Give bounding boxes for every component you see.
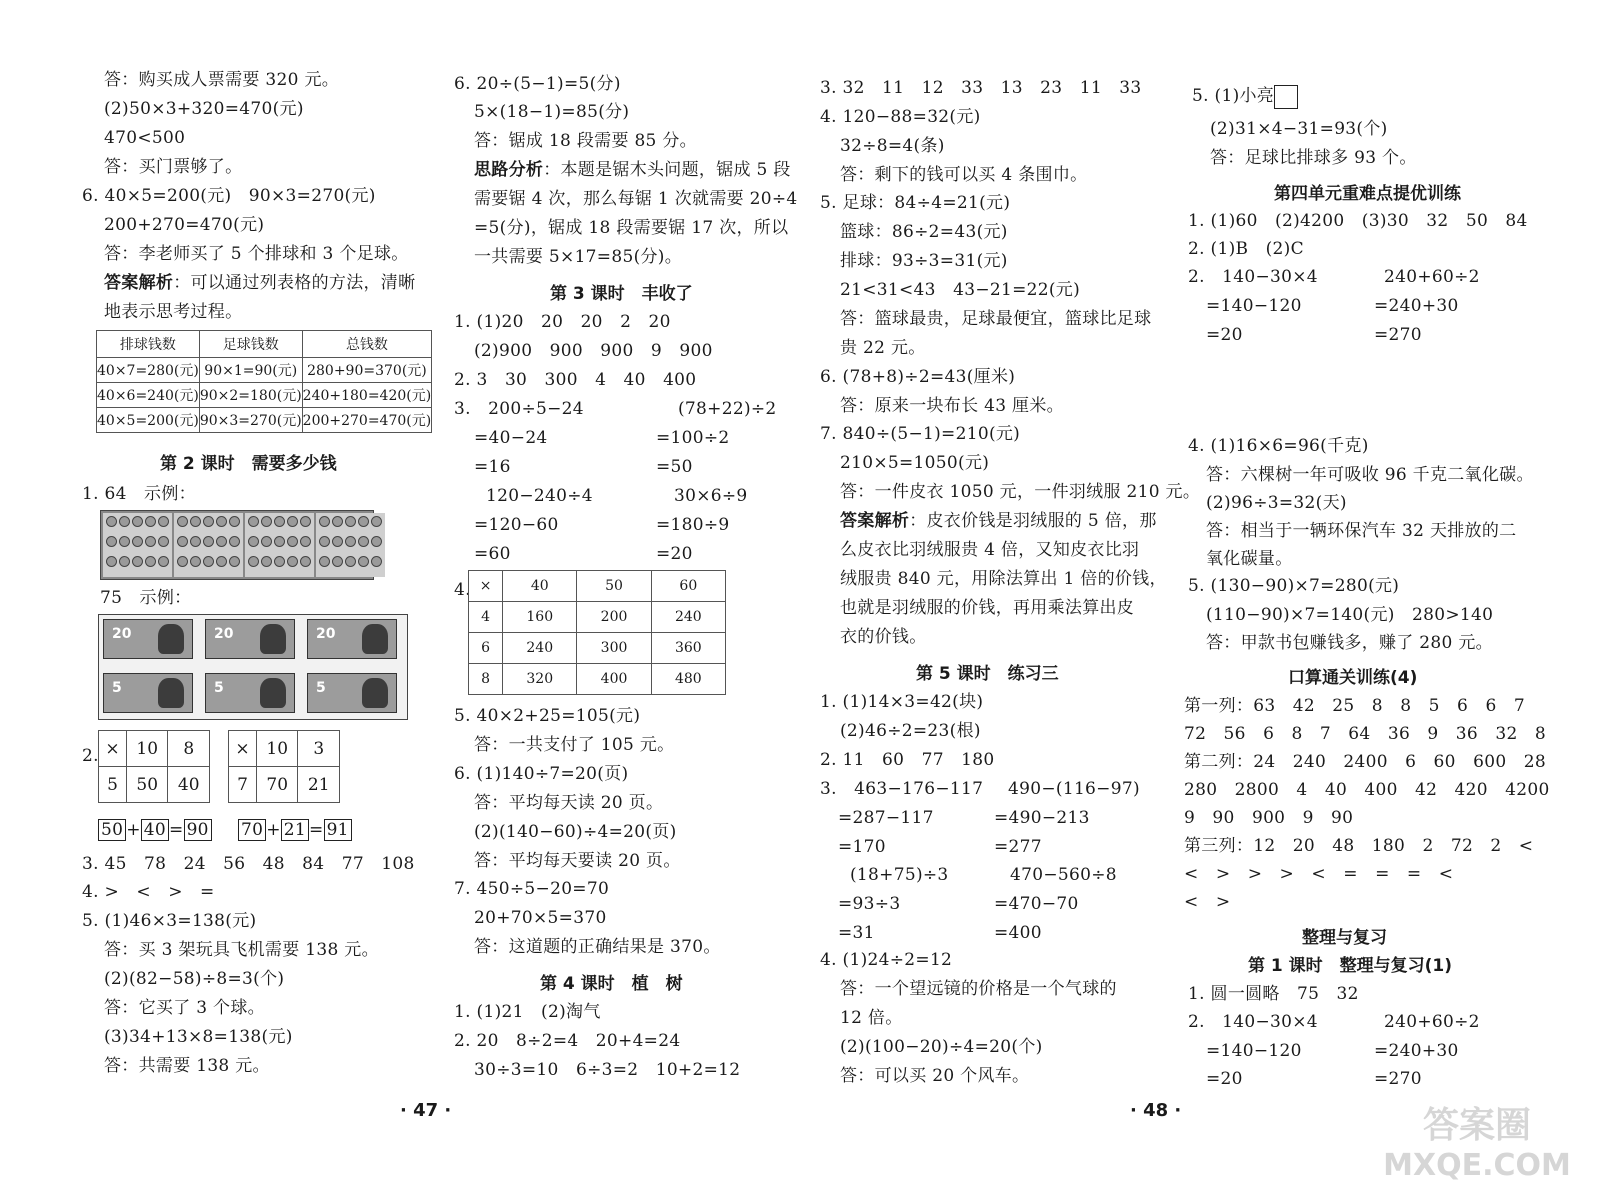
table-header: 总钱数 (302, 331, 432, 358)
text-line: (2)900 900 900 9 900 (474, 341, 713, 361)
text-line: 答：一共支付了 105 元。 (474, 735, 675, 755)
text-line: 答：篮球最贵，足球最便宜，篮球比足球 (840, 309, 1152, 329)
analysis-text: ：皮衣价钱是羽绒服的 5 倍，那 (909, 511, 1157, 531)
q1-line: 75 示例： (100, 588, 192, 608)
text-line: 答：它买了 3 个球。 (104, 998, 265, 1018)
grid-cell: 21 (298, 767, 340, 803)
banknote: 20 (307, 619, 397, 659)
calc-line: (78+22)÷2 (678, 399, 777, 419)
lesson-2-title: 第 2 课时 需要多少钱 (160, 454, 337, 474)
coin (300, 516, 311, 527)
text-line: 答：足球比排球多 93 个。 (1210, 148, 1417, 168)
oral-line: 9 90 900 9 90 (1184, 808, 1354, 828)
calc-line: =240+30 (1374, 296, 1459, 316)
analysis-text: ：本题是锯木头问题，锯成 5 段 (543, 160, 791, 180)
banknote: 5 (103, 673, 193, 713)
grid-cell: 50 (577, 571, 651, 602)
q4-label: 4. (454, 580, 471, 600)
mult-grid-1 (98, 730, 210, 803)
text-line: 4. > < > = (82, 882, 215, 902)
calc-line: 470−560÷8 (1010, 865, 1117, 885)
text-line: 30÷3=10 6÷3=2 10+2=12 (474, 1060, 741, 1080)
text-line: 氧化碳量。 (1206, 549, 1293, 569)
calc-line: =120−60 (474, 515, 559, 535)
coin-group (103, 513, 172, 577)
text-line: (2)31×4−31=93(个) (1210, 119, 1388, 139)
table-cell: 40×7=280(元) (97, 358, 200, 383)
oral-line: 第一列：63 42 25 8 8 5 6 6 7 (1184, 696, 1525, 716)
lesson-4-title: 第 4 课时 植 树 (540, 974, 683, 994)
grid-cell: × (469, 571, 503, 602)
text-line: 210×5=1050(元) (840, 453, 990, 473)
boxed-equation-1: 50 + 40 = 90 (98, 818, 212, 842)
coin (158, 536, 169, 547)
grid-cell: 7 (229, 767, 257, 803)
grid-cell: 8 (168, 731, 210, 767)
calc-line: 2. 140−30×4 (1188, 1012, 1318, 1032)
grid-cell: × (99, 731, 127, 767)
text-line: 7. 450÷5−20=70 (454, 879, 610, 899)
grid-cell: 60 (651, 571, 725, 602)
oral-line: 280 2800 4 40 400 42 420 4200 (1184, 780, 1550, 800)
calc-line: =16 (474, 457, 511, 477)
table-cell: 240+180=420(元) (302, 383, 432, 408)
text-line: 200+270=470(元) (104, 215, 265, 235)
text-line: 1. 圆一圆略 75 32 (1188, 984, 1359, 1004)
text-line: 答：平均每天读 20 页。 (474, 793, 664, 813)
text-line: 答：原来一块布长 43 厘米。 (840, 396, 1064, 416)
coins-image (100, 510, 374, 580)
q2-label: 2. (82, 746, 99, 766)
coin (274, 556, 285, 567)
mult-grid-2 (228, 730, 340, 803)
text-line: 需要锯 4 次，那么每锯 1 次就需要 20÷4 (474, 189, 798, 209)
coin (177, 556, 188, 567)
text-line: 4. (1)16×6=96(千克) (1188, 436, 1369, 456)
calc-line: 240+60÷2 (1384, 267, 1480, 287)
coin (332, 516, 343, 527)
grid-cell: 10 (256, 731, 298, 767)
grid-cell: 160 (503, 602, 577, 633)
analysis-label: 思路分析 (474, 160, 544, 180)
calc-line: =100÷2 (656, 428, 730, 448)
text-line: 6. (78+8)÷2=43(厘米) (820, 367, 1016, 387)
text-line: 12 倍。 (840, 1008, 903, 1028)
coin (190, 516, 201, 527)
grid-cell: 240 (651, 602, 725, 633)
coin (332, 556, 343, 567)
text-line: 答：六棵树一年可吸收 96 千克二氧化碳。 (1206, 465, 1534, 485)
oral-line: 第二列：24 240 2400 6 60 600 28 (1184, 752, 1546, 772)
banknote: 5 (307, 673, 397, 713)
calc-line: =400 (994, 923, 1042, 943)
coin (248, 516, 259, 527)
analysis-line (840, 509, 1157, 533)
coin-group (174, 513, 243, 577)
calc-line: =140−120 (1206, 1041, 1302, 1061)
text-line: 5×(18−1)=85(分) (474, 102, 630, 122)
coin (261, 536, 272, 547)
text-line: 5. (130−90)×7=280(元) (1188, 576, 1400, 596)
coin (248, 536, 259, 547)
coin (119, 556, 130, 567)
coin (274, 516, 285, 527)
coin (229, 516, 240, 527)
table-cell: 40×6=240(元) (97, 383, 200, 408)
grid-cell: 3 (298, 731, 340, 767)
watermark-text: 答案圈 MXQE.COM (1383, 1105, 1571, 1183)
coin (216, 516, 227, 527)
banknote: 20 (103, 619, 193, 659)
text-line: 2. 20 8÷2=4 20+4=24 (454, 1031, 681, 1051)
grid-cell: 5 (99, 767, 127, 803)
text-line: 3. 32 11 12 33 13 23 11 33 (820, 78, 1142, 98)
calc-line: =270 (1374, 1069, 1422, 1089)
page-number: · 47 · (400, 1100, 452, 1121)
calc-line: 30×6÷9 (674, 486, 748, 506)
coin (287, 516, 298, 527)
coin (300, 536, 311, 547)
calc-line: 3. 200÷5−24 (454, 399, 584, 419)
coin (371, 536, 382, 547)
text-line: 3. 45 78 24 56 48 84 77 108 (82, 854, 415, 874)
text-line: 2. 3 30 300 4 40 400 (454, 370, 697, 390)
grid-cell: × (229, 731, 257, 767)
calc-line: =50 (656, 457, 693, 477)
grid-cell: 70 (256, 767, 298, 803)
text-line: 答：剩下的钱可以买 4 条围巾。 (840, 165, 1088, 185)
coin (261, 556, 272, 567)
coin (119, 516, 130, 527)
coin (358, 536, 369, 547)
coin (190, 556, 201, 567)
multiplication-table (468, 570, 726, 695)
analysis-label: 答案解析 (840, 511, 910, 531)
coin (119, 536, 130, 547)
text-line: 答：这道题的正确结果是 370。 (474, 937, 721, 957)
calc-line: =277 (994, 837, 1042, 857)
banknote: 20 (205, 619, 295, 659)
coin (216, 536, 227, 547)
calc-line: =287−117 (838, 808, 934, 828)
grid-cell: 6 (469, 633, 503, 664)
coin (145, 556, 156, 567)
page-right (800, 0, 1600, 1194)
table-cell: 90×3=270(元) (199, 408, 302, 433)
text-line: 一共需要 5×17=85(分)。 (474, 247, 683, 267)
coin (132, 556, 143, 567)
text-line: 5. 40×2+25=105(元) (454, 706, 641, 726)
oral-calc-title: 口算通关训练(4) (1288, 668, 1418, 688)
lesson-3-title: 第 3 课时 丰收了 (550, 284, 693, 304)
oral-line: 第三列：12 20 48 180 2 72 2 < (1184, 836, 1534, 856)
calc-line: =240+30 (1374, 1041, 1459, 1061)
coin (358, 556, 369, 567)
unit-4-title: 第四单元重难点提优训练 (1274, 184, 1461, 204)
text-line: 衣的价钱。 (840, 627, 927, 647)
text-line: 20+70×5=370 (474, 908, 607, 928)
calc-line: =180÷9 (656, 515, 730, 535)
review-subtitle: 第 1 课时 整理与复习(1) (1248, 956, 1453, 976)
coin (177, 536, 188, 547)
calc-line: =20 (1206, 1069, 1243, 1089)
calc-line: =20 (656, 544, 693, 564)
text-line: 也就是羽绒服的价钱，再用乘法算出皮 (840, 598, 1135, 618)
coin (319, 516, 330, 527)
coin (371, 556, 382, 567)
coin (203, 516, 214, 527)
text-line: (2)96÷3=32(天) (1206, 493, 1347, 513)
ball-money-table (96, 330, 432, 433)
text-line: (2)50×3+320=470(元) (104, 99, 304, 119)
grid-cell: 200 (577, 602, 651, 633)
text-line: 6. 40×5=200(元) 90×3=270(元) (82, 186, 376, 206)
text-line: 地表示思考过程。 (104, 302, 243, 322)
coin (358, 516, 369, 527)
calc-line: =170 (838, 837, 886, 857)
coin (190, 536, 201, 547)
text-line: 5. (1)46×3=138(元) (82, 911, 257, 931)
calc-line: 120−240÷4 (486, 486, 593, 506)
table-cell: 40×5=200(元) (97, 408, 200, 433)
analysis-line (474, 158, 791, 182)
coin (203, 536, 214, 547)
calc-line: 490−(116−97) (1008, 779, 1140, 799)
grid-cell: 240 (503, 633, 577, 664)
text-line: 答：买门票够了。 (104, 157, 243, 177)
calc-line: =31 (838, 923, 875, 943)
oral-line: < > > > < = = = < (1184, 864, 1454, 884)
coin (345, 556, 356, 567)
table-cell: 280+90=370(元) (302, 358, 432, 383)
calc-line: =470−70 (994, 894, 1079, 914)
text-line: 4. 120−88=32(元) (820, 107, 981, 127)
text-line: 4. (1)24÷2=12 (820, 950, 953, 970)
text-line: 答：共需要 138 元。 (104, 1056, 270, 1076)
text-line: 1. (1)60 (2)4200 (3)30 32 50 84 (1188, 211, 1528, 231)
analysis-text: ：可以通过列表格的方法，清晰 (173, 273, 416, 293)
text-line: 排球：93÷3=31(元) (840, 251, 1008, 271)
grid-cell: 400 (577, 664, 651, 695)
text-line: 绒服贵 840 元，用除法算出 1 倍的价钱， (840, 569, 1167, 589)
text-line: 答：甲款书包赚钱多，赚了 280 元。 (1206, 633, 1493, 653)
q1-line: 1. 64 示例： (82, 484, 196, 504)
grid-cell: 40 (503, 571, 577, 602)
banknote: 5 (205, 673, 295, 713)
page-number: · 48 · (1130, 1100, 1182, 1121)
coin (319, 536, 330, 547)
oral-line: 72 56 6 8 7 64 36 9 36 32 8 (1184, 724, 1546, 744)
coin-group (245, 513, 314, 577)
calc-line: 2. 140−30×4 (1188, 267, 1318, 287)
text-line: 2. 11 60 77 180 (820, 750, 995, 770)
table-header: 排球钱数 (97, 331, 200, 358)
coin (106, 556, 117, 567)
calc-line: (18+75)÷3 (850, 865, 949, 885)
calc-line: =140−120 (1206, 296, 1302, 316)
calc-line: =40−24 (474, 428, 548, 448)
text-line: 答：可以买 20 个风车。 (840, 1066, 1030, 1086)
text-line: 2. (1)B (2)C (1188, 239, 1304, 259)
coin (345, 536, 356, 547)
coin (300, 556, 311, 567)
grid-cell: 10 (126, 731, 168, 767)
grid-cell: 50 (126, 767, 168, 803)
analysis-line (104, 271, 415, 295)
grid-cell: 300 (577, 633, 651, 664)
text-line: (2)(100−20)÷4=20(个) (840, 1037, 1043, 1057)
coin (145, 536, 156, 547)
text-line: 6. 20÷(5−1)=5(分) (454, 74, 621, 94)
text-line: 21<31<43 43−21=22(元) (840, 280, 1081, 300)
calc-line: 3. 463−176−117 (820, 779, 984, 799)
grid-cell: 480 (651, 664, 725, 695)
grid-cell: 320 (503, 664, 577, 695)
coin (274, 536, 285, 547)
text-line: 1. (1)20 20 20 2 20 (454, 312, 671, 332)
coin (248, 556, 259, 567)
boxed-equation-2: 70 + 21 = 91 (238, 818, 352, 842)
text-line: 答：买 3 架玩具飞机需要 138 元。 (104, 940, 379, 960)
coin (371, 516, 382, 527)
analysis-label: 答案解析 (104, 273, 174, 293)
coin (287, 556, 298, 567)
text-line: 7. 840÷(5−1)=210(元) (820, 424, 1021, 444)
calc-line: 240+60÷2 (1384, 1012, 1480, 1032)
text-line: (2)(82−58)÷8=3(个) (104, 969, 285, 989)
text-line: 1. (1)14×3=42(块) (820, 692, 984, 712)
text-line: 答：一个望远镜的价格是一个气球的 (840, 979, 1117, 999)
coin (132, 536, 143, 547)
text-line: 答：一件皮衣 1050 元，一件羽绒服 210 元。 (840, 482, 1201, 502)
text-line: 答：李老师买了 5 个排球和 3 个足球。 (104, 244, 409, 264)
grid-cell: 8 (469, 664, 503, 695)
text-line: (2)46÷2=23(根) (840, 721, 981, 741)
coin (145, 516, 156, 527)
coin (319, 556, 330, 567)
text-line: 470<500 (104, 128, 186, 148)
coin (203, 556, 214, 567)
text-line: 32÷8=4(条) (840, 136, 945, 156)
text-line: 么皮衣比羽绒服贵 4 倍，又知皮衣比羽 (840, 540, 1140, 560)
text-line: 贵 22 元。 (840, 338, 926, 358)
text-line: (2)(140−60)÷4=20(页) (474, 822, 677, 842)
calc-line: =60 (474, 544, 511, 564)
text-line: 5. 足球：84÷4=21(元) (820, 193, 1011, 213)
coin (177, 516, 188, 527)
coin (229, 536, 240, 547)
table-cell: 90×1=90(元) (199, 358, 302, 383)
coin (345, 516, 356, 527)
coin (229, 556, 240, 567)
text-line: 篮球：86÷2=43(元) (840, 222, 1008, 242)
text-line: 答：相当于一辆环保汽车 32 天排放的二 (1206, 521, 1517, 541)
coin (287, 536, 298, 547)
table-cell: 90×2=180(元) (199, 383, 302, 408)
coin (158, 516, 169, 527)
review-title: 整理与复习 (1302, 928, 1387, 948)
coin (216, 556, 227, 567)
watermark-logo (1372, 1106, 1582, 1186)
calc-line: =270 (1374, 325, 1422, 345)
text-line: (110−90)×7=140(元) 280>140 (1206, 605, 1494, 625)
calc-line: =93÷3 (838, 894, 901, 914)
grid-cell: 4 (469, 602, 503, 633)
calc-line: =20 (1206, 325, 1243, 345)
coin (261, 516, 272, 527)
text-line: 5. (1)小亮 (1192, 84, 1298, 109)
coin (106, 536, 117, 547)
banknotes-image (98, 614, 408, 720)
text-line: (3)34+13×8=138(元) (104, 1027, 293, 1047)
answer-box (1274, 85, 1298, 109)
oral-line: < > (1184, 892, 1231, 912)
coin (158, 556, 169, 567)
text-line: =5(分)，锯成 18 段需要锯 17 次，所以 (474, 218, 789, 238)
table-cell: 200+270=470(元) (302, 408, 432, 433)
grid-cell: 360 (651, 633, 725, 664)
text-line: 答：锯成 18 段需要 85 分。 (474, 131, 697, 151)
coin (132, 516, 143, 527)
text-line: 1. (1)21 (2)淘气 (454, 1002, 601, 1022)
coin (332, 536, 343, 547)
text-line: 答：平均每天要读 20 页。 (474, 851, 681, 871)
coin-group (316, 513, 385, 577)
calc-line: =490−213 (994, 808, 1090, 828)
lesson-5-title: 第 5 课时 练习三 (916, 664, 1059, 684)
table-header: 足球钱数 (199, 331, 302, 358)
text-line: 6. (1)140÷7=20(页) (454, 764, 629, 784)
coin (106, 516, 117, 527)
text-line: 答：购买成人票需要 320 元。 (104, 70, 340, 90)
grid-cell: 40 (168, 767, 210, 803)
